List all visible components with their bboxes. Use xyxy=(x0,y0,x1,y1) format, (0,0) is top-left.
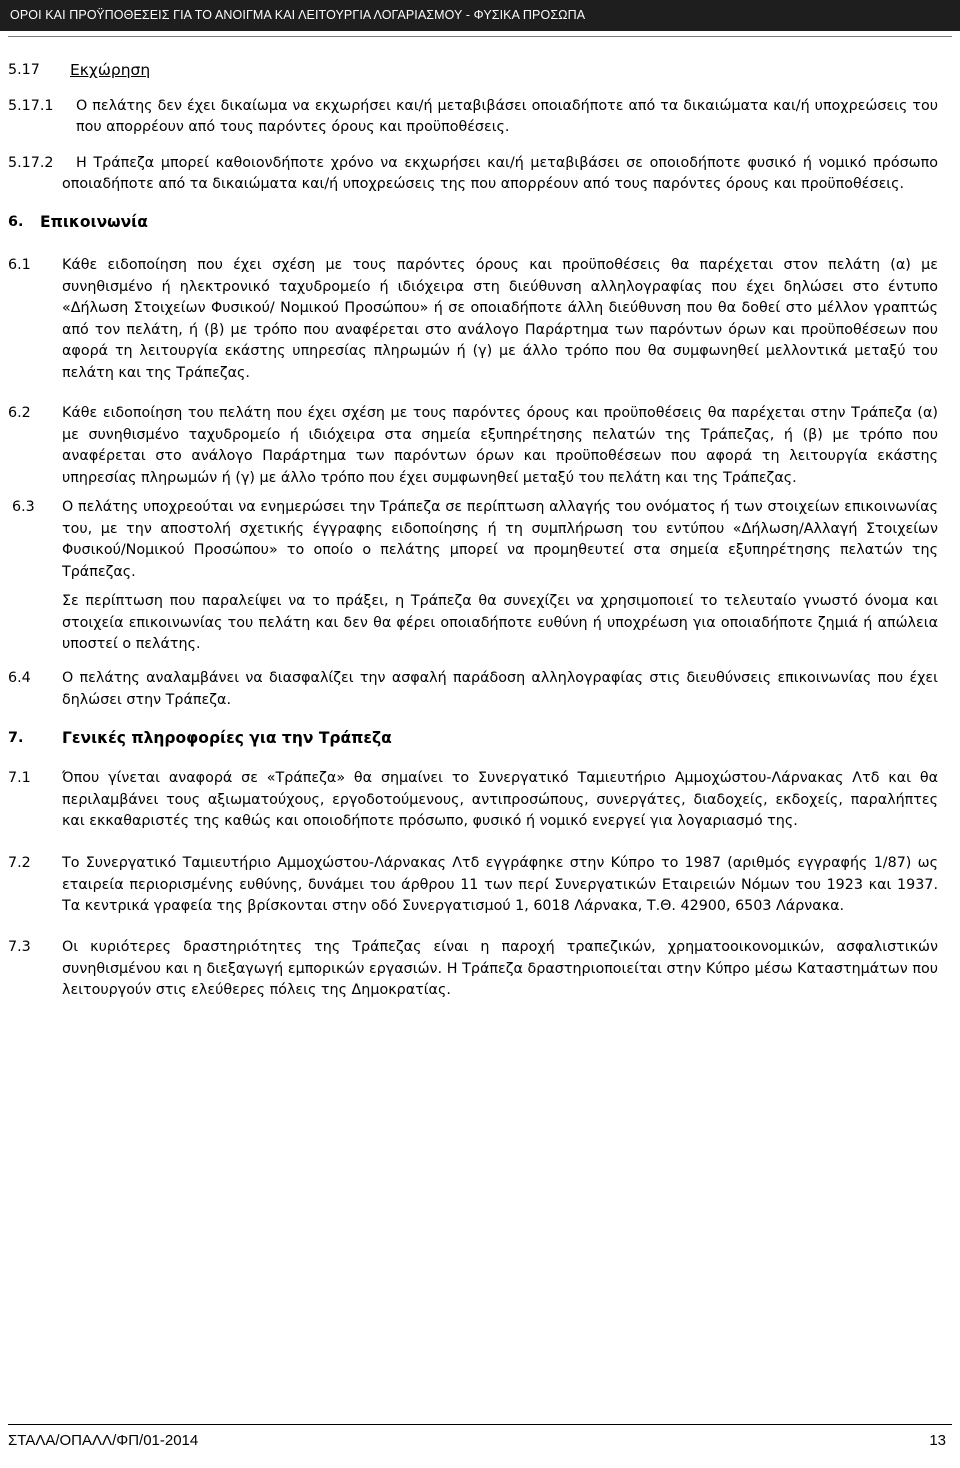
clause-text-6-1: Κάθε ειδοποίηση που έχει σχέση με τους παρόντες όρους και προϋποθέσεις θα παρέχεται στον πελάτη (α) με συνηθισμένο ή ηλεκτρονικό ταχυδρομείο ή ιδιόχειρα στη διεύθυνση αλληλογραφίας που έχει δηλώσει στο έντυπο «Δήλωση Στοιχείων Φυσικού/ Νομικού Προσώπου» ή σε οποιαδήποτε άλλη διεύθυνση που θα δοθεί στο μέλλον γραπτώς από τον πελάτη, ή (β) με τρόπο που αναφέρεται στο ανάλογο Παράρτημα των παρόντων όρων και προϋποθέσεων που αφορά τη λειτουργία εκάστης υπηρεσίας πληρωμών ή (γ) με άλλο τρόπο που θα συμφωνηθεί μελλοντικά μεταξύ του πελάτη και της Τράπεζας. xyxy=(62,257,938,381)
clause-text-6-3-continued: Σε περίπτωση που παραλείψει να το πράξει, η Τράπεζα θα συνεχίζει να χρησιμοποιεί το τελευταίο γνωστό όνομα και στοιχεία επικοινωνίας του πελάτη και δεν θα φέρει οποιαδήποτε ευθύνη ή υποχρέωση για οποιαδήποτε ζημιά ή απώλεια υποστεί ο πελάτης. xyxy=(62,593,938,653)
clause-text-6-2: Κάθε ειδοποίηση του πελάτη που έχει σχέση με τους παρόντες όρους και προϋποθέσεις θα παρέχεται στην Τράπεζα (α) με συνηθισμένο ταχυδρομείο ή ιδιόχειρα στα σημεία εξυπηρέτησης πελατών της Τράπεζας, ή (β) με τρόπο που αναφέρεται στο ανάλογο Παράρτημα των παρόντων όρων και προϋποθέσεων που αφορά τη λειτουργία εκάστης υπηρεσίας πληρωμών ή (γ) με άλλο τρόπο που έχει συμφωνηθεί μεταξύ του πελάτη και της Τράπεζας. xyxy=(62,405,938,486)
clause-text-7-3: Οι κυριότερες δραστηριότητες της Τράπεζας είναι η παροχή τραπεζικών, χρηματοοικονομικών, ασφαλιστικών συνηθισμένου και η διεξαγωγή εμπορικών εργασιών. Η Τράπεζα δραστηριοποιείται στην Κύπρο μέσω Καταστημάτων που λειτουργούν στις ελεύθερες πόλεις της Δημοκρατίας. xyxy=(62,939,938,999)
document-code: ΣΤΑΛΑ/ΟΠΑΛΛ/ΦΠ/01-2014 xyxy=(8,1432,199,1449)
clause-number-5-17-2: 5.17.2 xyxy=(8,155,54,171)
clause-number-6-3: 6.3 xyxy=(12,499,35,515)
clause-text-5-17-2: Η Τράπεζα μπορεί καθοιονδήποτε χρόνο να εκχωρήσει και/ή μεταβιβάσει σε οποιοδήποτε φυσικό ή νομικό πρόσωπο οποιαδήποτε από τα δικαιώματα και/ή υποχρεώσεις της που απορρέουν από τους παρόντες όρους και προϋποθέσεις. xyxy=(62,155,938,192)
clause-text-7-1: Όπου γίνεται αναφορά σε «Τράπεζα» θα σημαίνει το Συνεργατικό Ταμιευτήριο Αμμοχώστου-Λάρνακας Λτδ και θα περιλαμβάνει τους αξιωματούχους, εργοδοτούμενους, αντιπροσώπους, συνεργάτες, διαδοχείς, εκδοχείς, παραλήπτες και εκκαθαριστές της καθώς και οποιοδήποτε πρόσωπο, φυσικό ή νομικό ενεργεί για λογαριασμό της. xyxy=(62,770,938,830)
clause-number-7-2: 7.2 xyxy=(8,855,31,871)
page-number: 13 xyxy=(929,1432,946,1449)
clause-text-7-2: Το Συνεργατικό Ταμιευτήριο Αμμοχώστου-Λάρνακας Λτδ εγγράφηκε στην Κύπρο το 1987 (αριθμός εγγραφής 1/87) ως εταιρεία περιορισμένης ευθύνης, δυνάμει του άρθρου 11 των περί Συνεργατικών Εταιρειών Νόμων του 1923 και 1937. Τα κεντρικά γραφεία της βρίσκονται στην οδό Συνεργατισμού 1, 6018 Λάρνακα, Τ.Θ. 42900, 6503 Λάρνακα. xyxy=(62,855,938,915)
clause-text-6-4: Ο πελάτης αναλαμβάνει να διασφαλίζει την ασφαλή παράδοση αλληλογραφίας στις διευθύνσεις επικοινωνίας που έχει δηλώσει στην Τράπεζα. xyxy=(62,670,938,708)
document-header xyxy=(0,0,960,31)
clause-text-5-17-1: Ο πελάτης δεν έχει δικαίωμα να εκχωρήσει και/ή μεταβιβάσει οποιαδήποτε από τα δικαιώματα και/ή υποχρεώσεις του που απορρέουν από τους παρόντες όρους και προϋποθέσεις. xyxy=(76,98,938,135)
clause-number-6-1: 6.1 xyxy=(8,257,31,273)
section-number-5-17: 5.17 xyxy=(8,62,40,78)
section-title-general-info: Γενικές πληροφορίες για την Τράπεζα xyxy=(62,729,392,747)
section-title-communication: Επικοινωνία xyxy=(40,213,148,231)
clause-number-6-4: 6.4 xyxy=(8,670,31,686)
footer-divider xyxy=(8,1424,952,1425)
clause-number-7-3: 7.3 xyxy=(8,939,31,955)
clause-number-6-2: 6.2 xyxy=(8,405,31,421)
document-header-title: ΟΡΟΙ ΚΑΙ ΠΡΟΫΠΟΘΕΣΕΙΣ ΓΙΑ ΤΟ ΑΝΟΙΓΜΑ ΚΑΙ ΛΕΙΤΟΥΡΓΙΑ ΛΟΓΑΡΙΑΣΜΟΥ - ΦΥΣΙΚΑ ΠΡΟΣΩΠΑ xyxy=(10,8,586,22)
section-title-assignment: Εκχώρηση xyxy=(70,61,151,79)
section-number-7: 7. xyxy=(8,730,24,746)
section-number-6: 6. xyxy=(8,214,24,230)
clause-number-7-1: 7.1 xyxy=(8,770,31,786)
clause-text-6-3: Ο πελάτης υποχρεούται να ενημερώσει την Τράπεζα σε περίπτωση αλλαγής του ονόματος ή των στοιχείων επικοινωνίας του, με την αποστολή σχετικής έγγραφης ειδοποίησης ή τη συμπλήρωση του εντύπου «Δήλωση/Αλλαγή Στοιχείων Φυσικού/Νομικού Προσώπου» το οποίο ο πελάτης μπορεί να προμηθευτεί στα σημεία εξυπηρέτησης πελατών της Τράπεζας. xyxy=(62,499,938,580)
header-divider xyxy=(8,36,952,37)
clause-number-5-17-1: 5.17.1 xyxy=(8,98,54,114)
